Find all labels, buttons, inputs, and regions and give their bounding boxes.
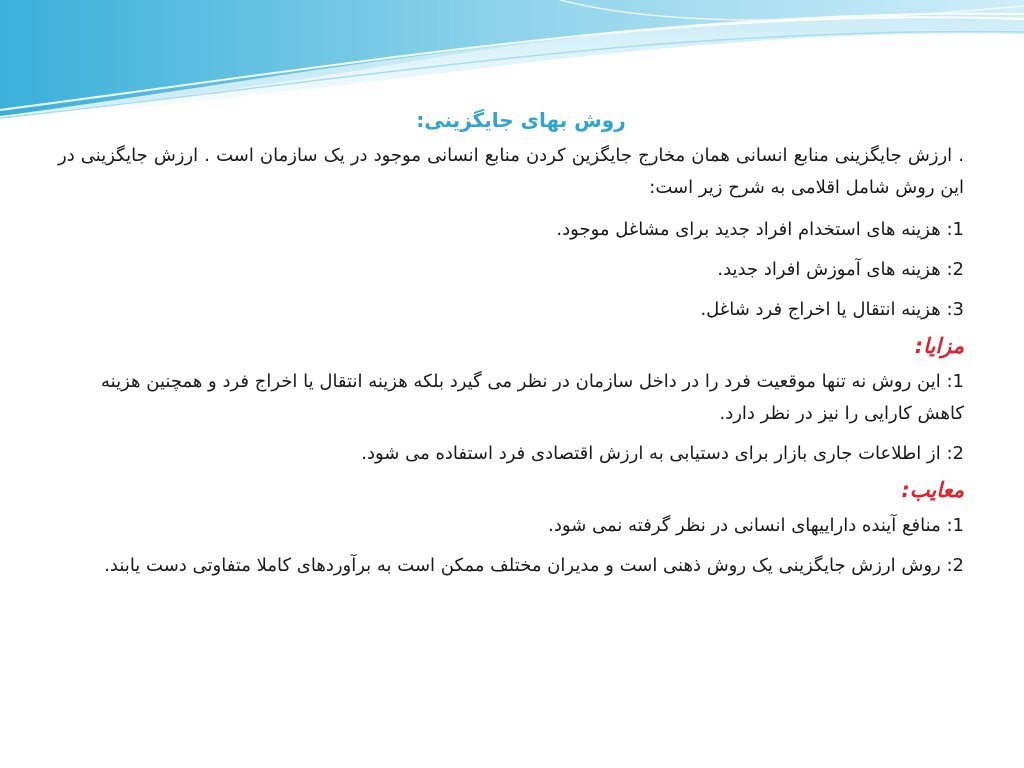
slide-title: روش بهای جایگزینی: — [416, 108, 626, 132]
item-number: 2: — [946, 259, 964, 280]
item-number: 1: — [946, 371, 964, 392]
item-number: 3: — [946, 299, 964, 320]
disadvantages-list — [58, 510, 964, 582]
list-item — [58, 438, 964, 470]
list-item — [58, 294, 964, 326]
decorative-wave-header — [0, 0, 1024, 120]
item-text: هزینه های آموزش افراد جدید. — [717, 259, 941, 280]
item-number: 1: — [946, 515, 964, 536]
list-item — [58, 254, 964, 286]
item-number: 1: — [946, 219, 964, 240]
list-item — [58, 214, 964, 246]
item-number: 2: — [946, 443, 964, 464]
item-number: 2: — [946, 555, 964, 576]
list-item — [58, 366, 964, 430]
list-item — [58, 510, 964, 542]
cost-items-list — [58, 214, 964, 326]
slide-body — [58, 108, 964, 590]
disadvantages-heading: معایب: — [901, 478, 964, 502]
advantages-list — [58, 366, 964, 470]
item-text: هزینه های استخدام افراد جدید برای مشاغل موجود. — [556, 219, 941, 240]
advantages-heading: مزایا: — [914, 334, 964, 358]
list-item — [58, 550, 964, 582]
item-text: هزینه انتقال یا اخراج فرد شاغل. — [700, 299, 941, 320]
intro-paragraph: . ارزش جایگزینی منابع انسانی همان مخارج جایگزین کردن منابع انسانی موجود در یک سازمان است . ارزش جایگزینی در این روش شامل اقلامی به شرح زیر است: — [58, 145, 964, 198]
item-text: این روش نه تنها موقعیت فرد را در داخل سازمان در نظر می گیرد بلکه هزینه انتقال یا اخراج فرد و همچنین هزینه کاهش کارایی را نیز در نظر دارد. — [101, 371, 964, 424]
item-text: از اطلاعات جاری بازار برای دستیابی به ارزش اقتصادی فرد استفاده می شود. — [361, 443, 941, 464]
item-text: روش ارزش جایگزینی یک روش ذهنی است و مدیران مختلف ممکن است به برآوردهای کاملا متفاوتی دست یابند. — [104, 555, 941, 576]
item-text: منافع آینده داراییهای انسانی در نظر گرفته نمی شود. — [548, 515, 941, 536]
